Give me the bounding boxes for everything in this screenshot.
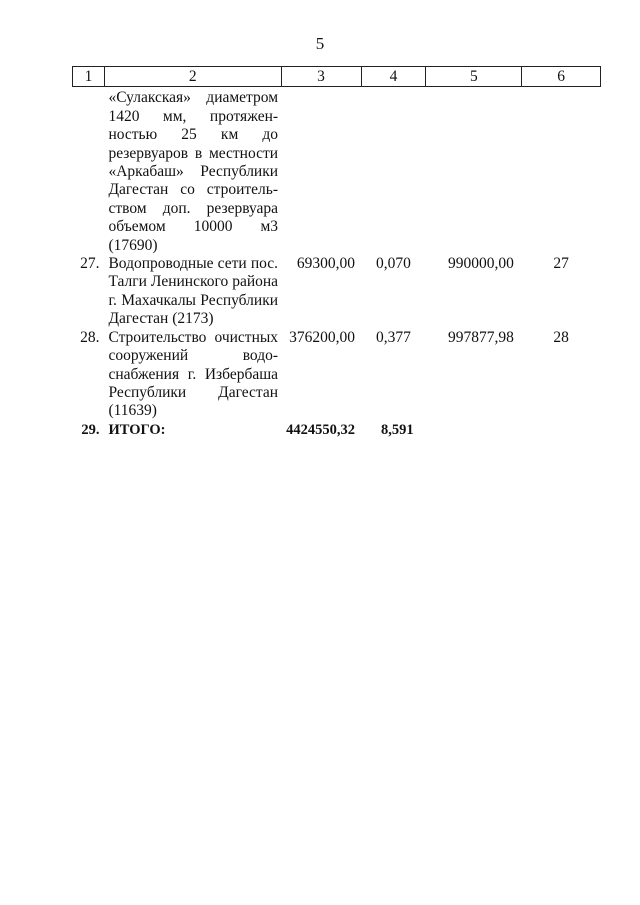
row-value-3: 376200,00 xyxy=(289,328,356,346)
row-value-5: 990000,00 xyxy=(447,255,514,273)
column-header-4: 4 xyxy=(361,67,426,87)
row-value-5 xyxy=(426,87,522,255)
row-value-3 xyxy=(281,87,361,255)
column-header-6: 6 xyxy=(522,67,601,87)
row-description: Водопроводные сети пос. Талги Ленинского района г. Махачкалы Республики Дагестан (2173) xyxy=(108,255,279,328)
table-row xyxy=(73,255,601,329)
row-value-6: 27 xyxy=(553,255,569,273)
row-value-6: 28 xyxy=(553,328,569,346)
row-description: «Сулакская» диаметром 1420 мм, протяженностью 25 км до резервуаров в местности «Аркабаш» Республики Дагестан со строительством доп. резервуара объемом 10000 м3 (17690) xyxy=(108,89,279,254)
data-table xyxy=(72,66,601,439)
total-value-4: 8,591 xyxy=(381,421,414,438)
page-number: 5 xyxy=(315,34,325,53)
table-body xyxy=(73,87,601,439)
row-value-4: 0,377 xyxy=(376,328,411,346)
row-value-3: 69300,00 xyxy=(296,255,356,273)
column-header-5: 5 xyxy=(426,67,522,87)
total-row xyxy=(73,421,601,439)
table-row xyxy=(73,87,601,255)
total-value-3: 4424550,32 xyxy=(286,421,356,438)
table-header xyxy=(73,67,601,87)
table-row xyxy=(73,329,601,421)
header-row xyxy=(73,67,601,87)
row-value-6 xyxy=(522,421,601,439)
row-value-6 xyxy=(522,87,601,255)
total-label: ИТОГО: xyxy=(108,421,166,438)
row-value-4: 0,070 xyxy=(376,255,411,273)
column-header-1: 1 xyxy=(73,67,105,87)
row-number: 27. xyxy=(80,255,100,273)
column-header-2: 2 xyxy=(104,67,281,87)
row-number: 28. xyxy=(80,328,100,346)
row-number: 29. xyxy=(81,421,100,438)
row-number xyxy=(73,87,105,255)
row-value-4 xyxy=(361,87,426,255)
row-value-5 xyxy=(426,421,522,439)
row-description: Строительство очистных сооружений водоснабжения г. Избербаша Республики Дагестан (11639) xyxy=(108,328,279,420)
row-value-5: 997877,98 xyxy=(447,328,514,346)
column-header-3: 3 xyxy=(281,67,361,87)
